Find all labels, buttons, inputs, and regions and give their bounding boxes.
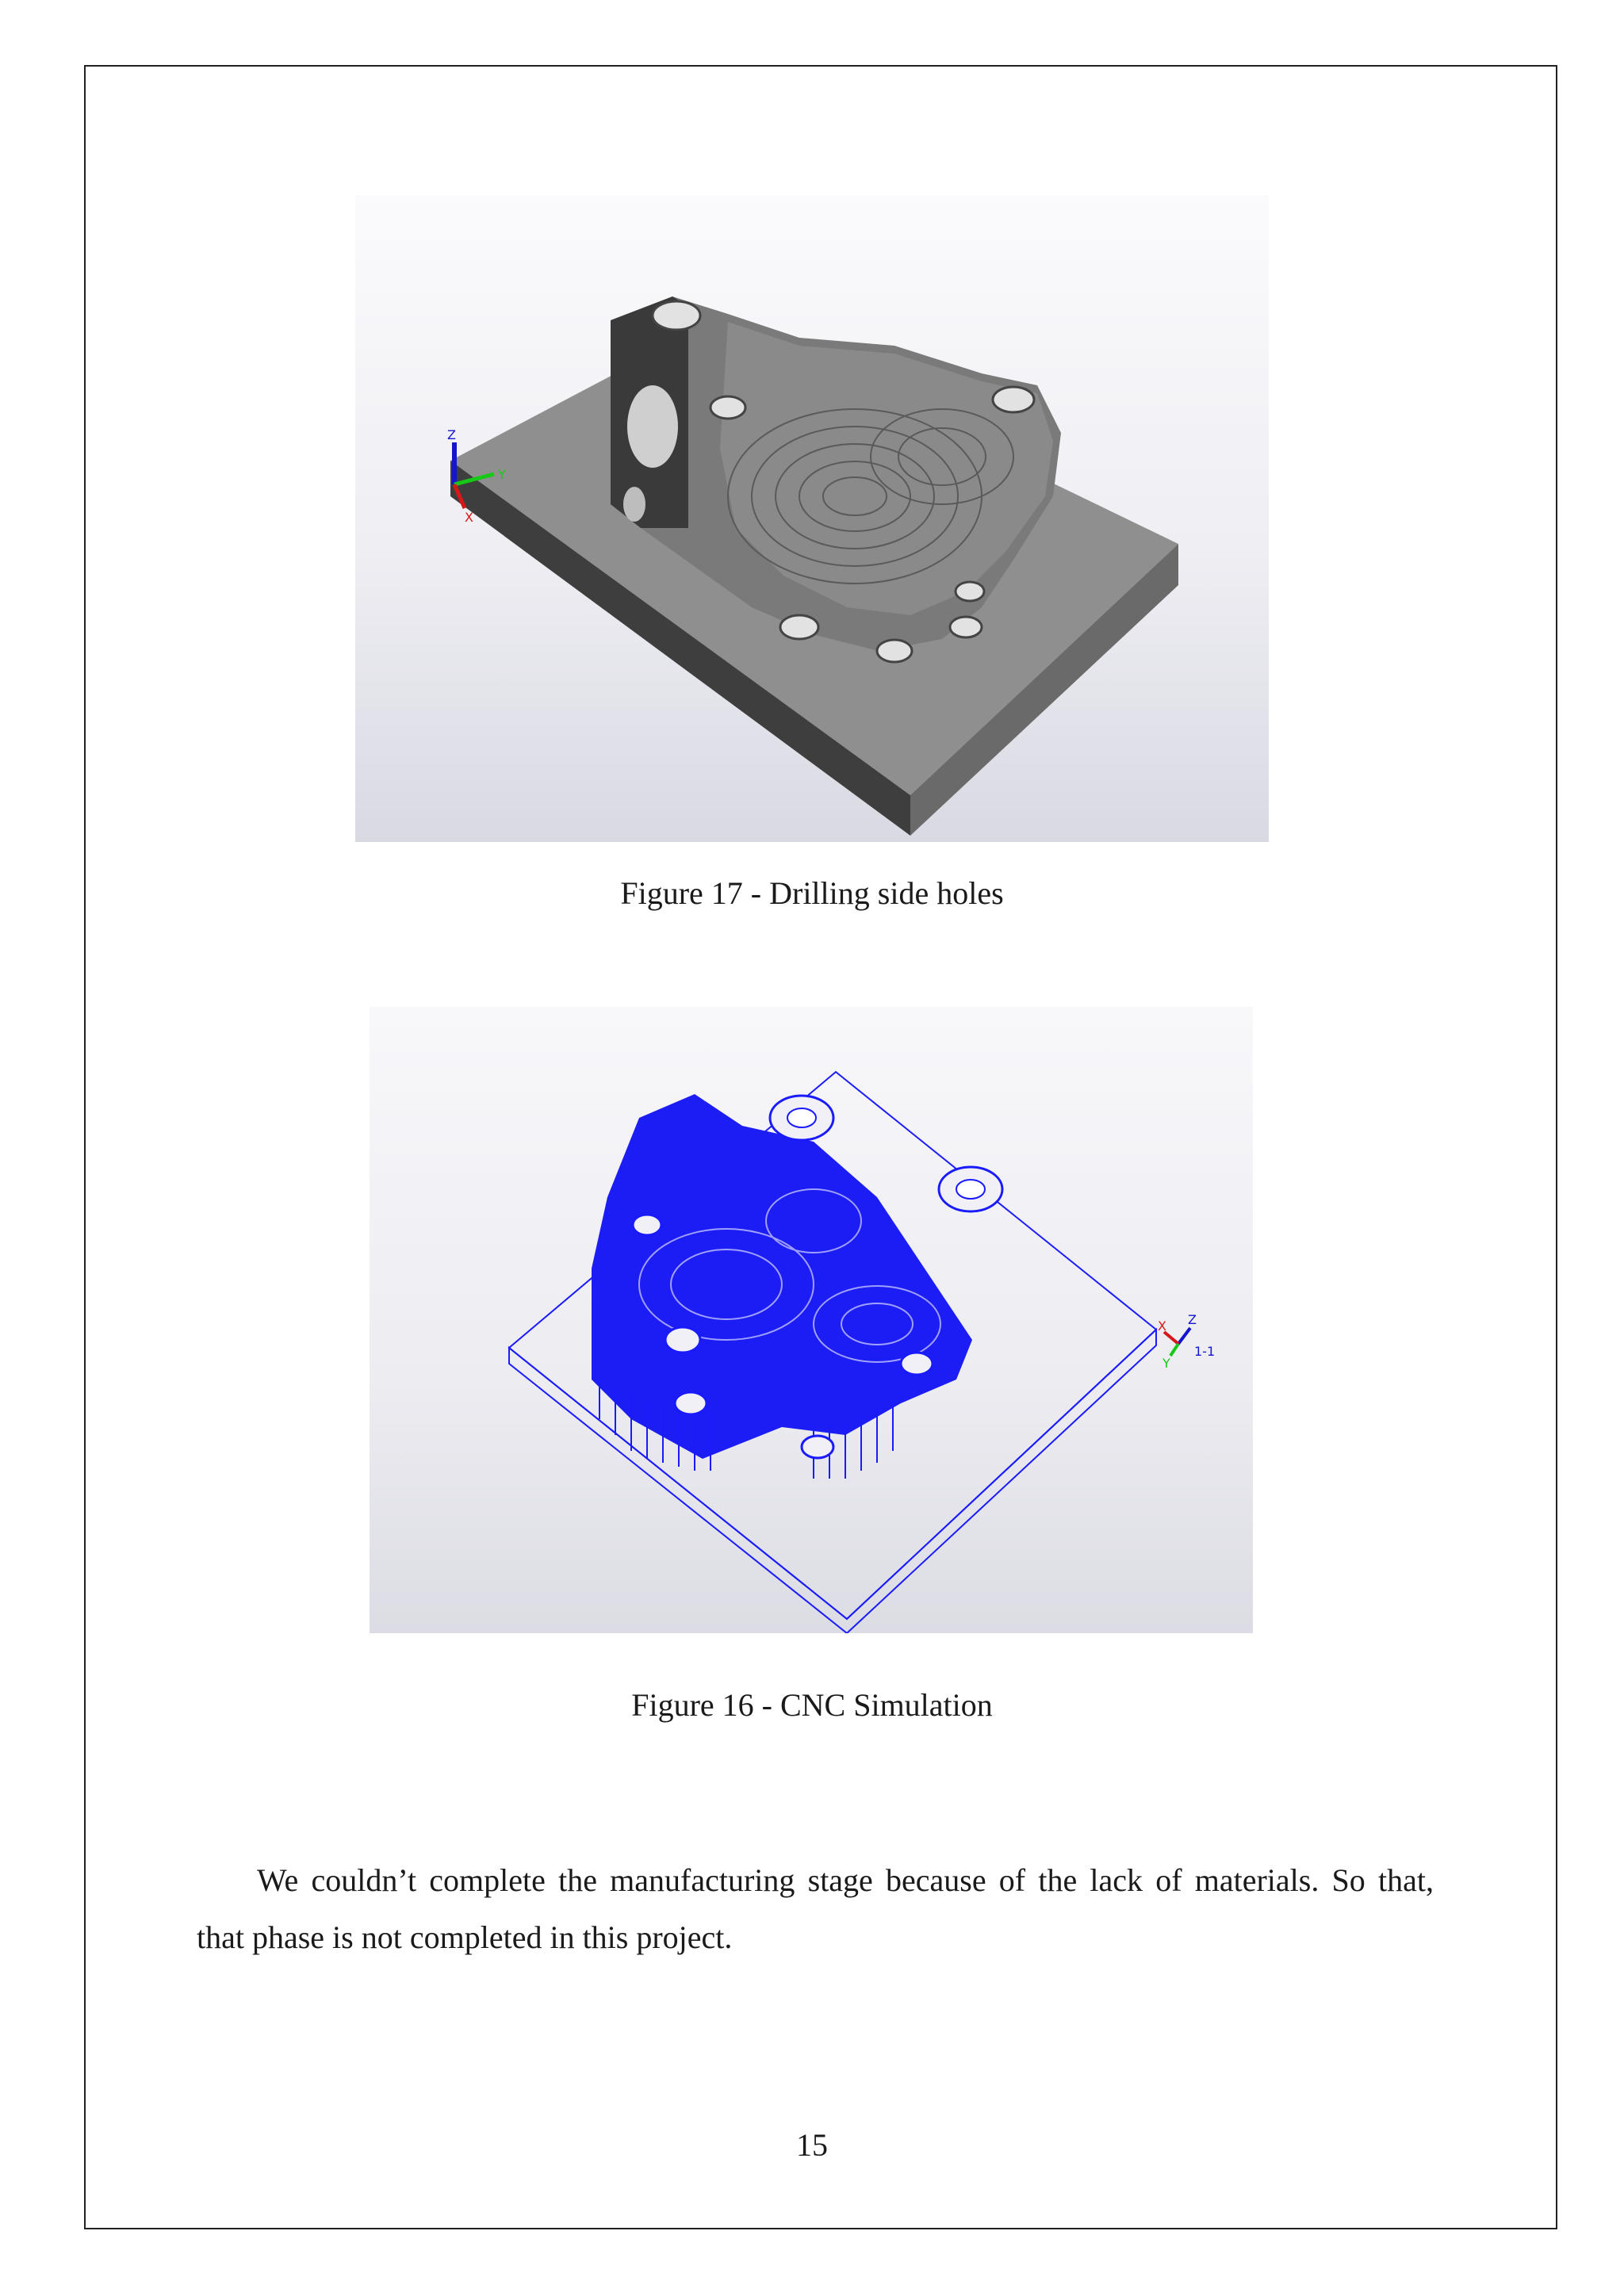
figure-16-caption: Figure 16 - CNC Simulation (631, 1687, 993, 1723)
body-paragraph (197, 1852, 1434, 1966)
side-hole-large (627, 385, 678, 468)
figure-16-image (370, 1007, 1253, 1633)
svg-text:X: X (465, 510, 473, 525)
body-line-1: We couldn’t complete the manufacturing stage because of the lack of materials. So that, (257, 1862, 1434, 1898)
svg-text:Y: Y (1162, 1356, 1170, 1371)
page-number: 15 (796, 2127, 828, 2163)
figure-17-image (355, 195, 1269, 842)
wireframe-part (592, 1094, 972, 1459)
svg-text:Z: Z (447, 427, 456, 442)
axis-triad-2 (1158, 1312, 1215, 1371)
figure-17-caption: Figure 17 - Drilling side holes (620, 875, 1004, 911)
svg-text:Y: Y (498, 467, 506, 482)
svg-text:Z: Z (1188, 1312, 1197, 1327)
view-label: 1-1 (1194, 1344, 1216, 1359)
body-line-2: that phase is not completed in this project. (197, 1919, 733, 1955)
svg-text:X: X (1158, 1318, 1166, 1334)
side-hole-small (623, 487, 645, 522)
